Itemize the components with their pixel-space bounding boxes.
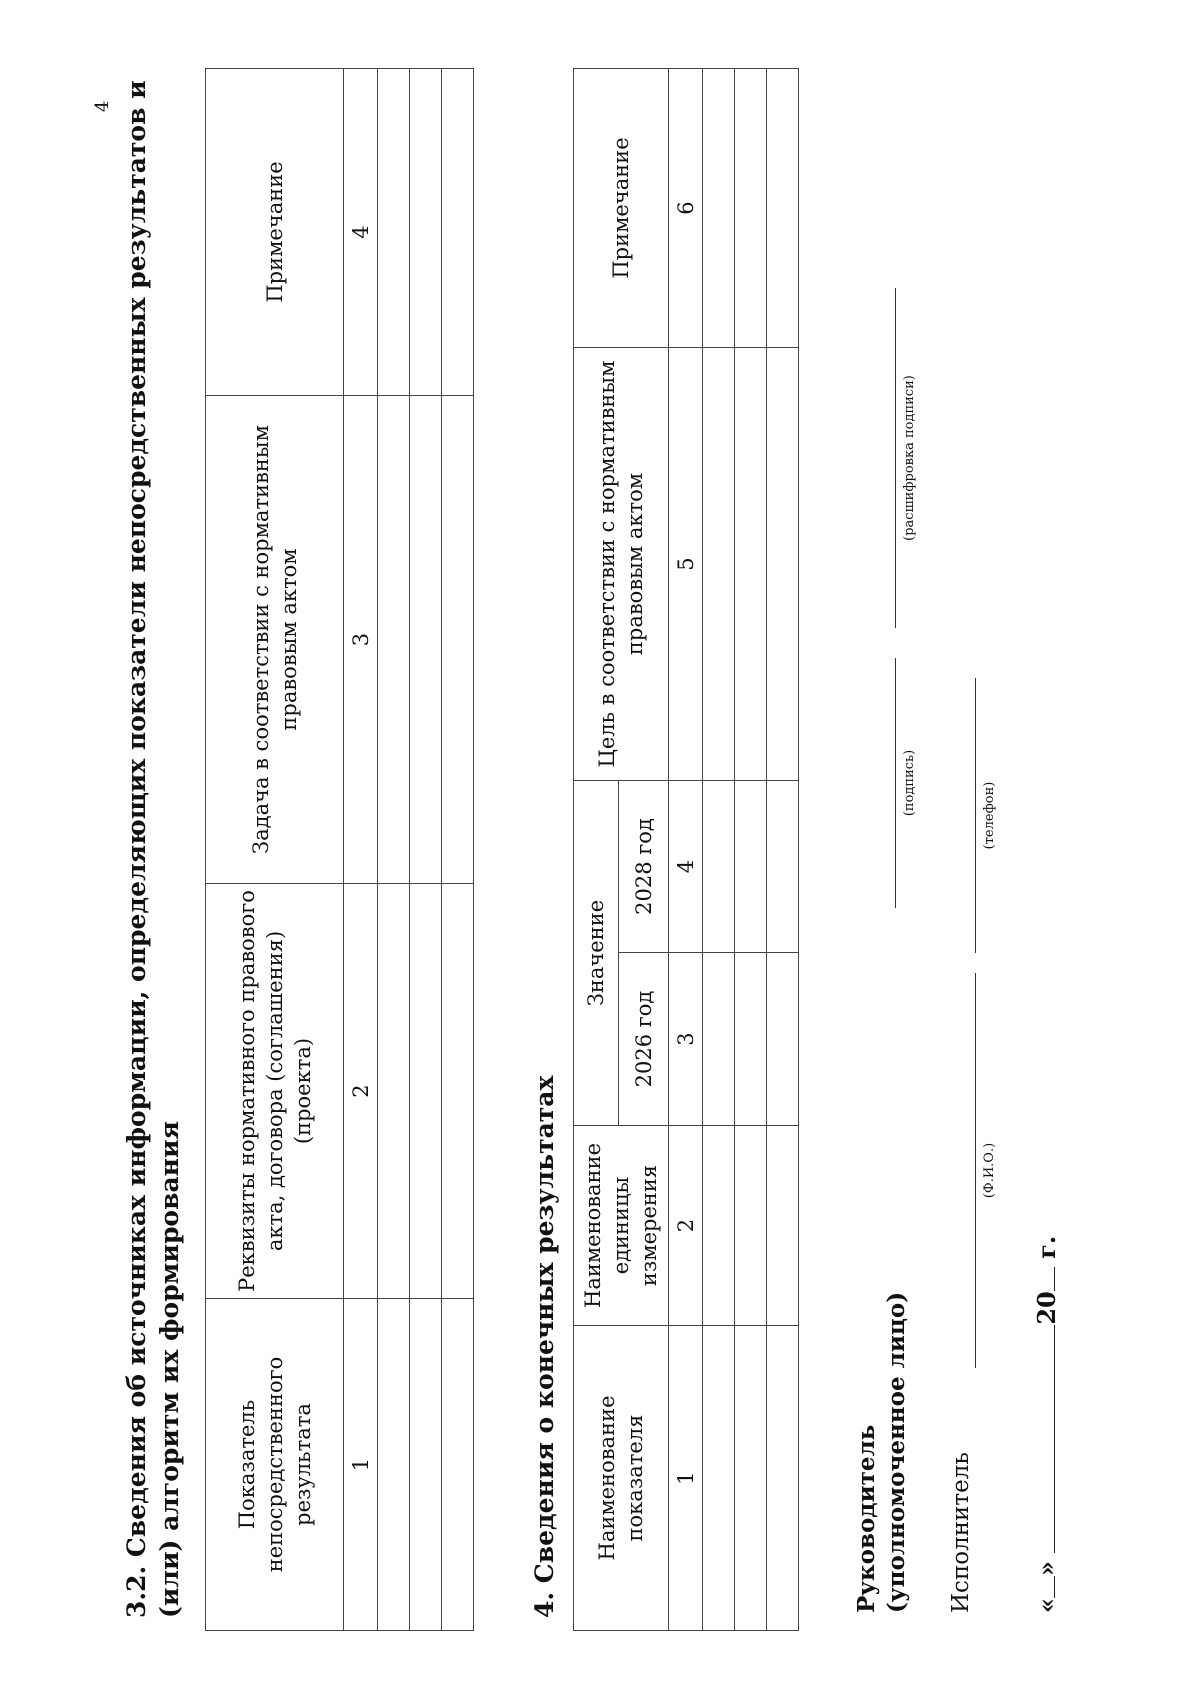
table-row [703, 69, 735, 1631]
phone-line [975, 678, 976, 953]
table-cell [442, 396, 474, 884]
table-cell [378, 69, 410, 396]
table-cell [767, 1126, 799, 1326]
head-label [852, 1292, 912, 1613]
table-cell [767, 348, 799, 781]
col-number: 3 [669, 953, 703, 1126]
table-cell [703, 953, 735, 1126]
col-number: 1 [669, 1326, 703, 1631]
table-cell [767, 953, 799, 1126]
table-cell [378, 396, 410, 884]
table-row [442, 69, 474, 1631]
head-label-line1: Руководитель [853, 1424, 880, 1613]
sources-table [205, 68, 474, 1631]
col-number: 2 [669, 1126, 703, 1326]
table-header-row [206, 69, 344, 1631]
month-blank [1054, 1325, 1055, 1553]
table-row [378, 69, 410, 1631]
page-number: 4 [92, 100, 113, 112]
header-indicator: Показатель непосредственного результата [206, 1299, 344, 1631]
table-cell [703, 1126, 735, 1326]
header-unit-name: Наименование единицы измерения [574, 1126, 669, 1326]
table-cell [767, 1326, 799, 1631]
col-number: 5 [669, 348, 703, 781]
header-indicator-name: Наименование показателя [574, 1326, 669, 1631]
table-cell [767, 781, 799, 953]
signature-caption: (подпись) [902, 749, 917, 817]
table-cell [767, 69, 799, 348]
table-cell [410, 69, 442, 396]
table-cell [703, 1326, 735, 1631]
head-label-line2: (уполномоченное лицо) [883, 1291, 910, 1613]
table-row [410, 69, 442, 1631]
decoding-caption: (расшифровка подписи) [902, 375, 917, 541]
header-note: Примечание [574, 69, 669, 348]
table-cell [735, 69, 767, 348]
table-cell [703, 781, 735, 953]
table-cell [442, 69, 474, 396]
header-year-2026: 2026 год [619, 953, 669, 1126]
table-header-row [574, 69, 619, 1631]
header-requisites: Реквизиты нормативного правового акта, договора (соглашения) (проекта) [206, 884, 344, 1299]
col-number: 1 [344, 1299, 378, 1631]
col-number: 2 [344, 884, 378, 1299]
date-close-quote: » [1032, 1561, 1061, 1576]
section-3-2-title: 3.2. Сведения об источниках информации, определяющих показатели непосредственных результатов и (или) алгоритм их формирования [122, 80, 184, 1618]
table-cell [703, 348, 735, 781]
date-year-prefix: 20 [1032, 1291, 1061, 1325]
header-goal: Цель в соответствии с нормативным правовым актом [574, 348, 669, 781]
table-numbers-row [669, 69, 703, 1631]
col-number: 4 [344, 69, 378, 396]
table-cell [378, 1299, 410, 1631]
section-4-title: 4. Сведения о конечных результатах [530, 1075, 559, 1618]
date-suffix: г. [1032, 1235, 1061, 1259]
header-note: Примечание [206, 69, 344, 396]
table-cell [442, 884, 474, 1299]
table-cell [410, 1299, 442, 1631]
table-cell [735, 1326, 767, 1631]
header-value: Значение [574, 781, 619, 1126]
executor-label: Исполнитель [948, 1452, 974, 1613]
signature-line [895, 658, 896, 908]
table-cell [735, 348, 767, 781]
table-cell [378, 884, 410, 1299]
table-cell [410, 396, 442, 884]
table-cell [735, 1126, 767, 1326]
fio-caption: (Ф.И.О.) [982, 1142, 997, 1199]
header-task: Задача в соответствии с нормативным правовым актом [206, 396, 344, 884]
decoding-line [895, 288, 896, 628]
header-year-2028: 2028 год [619, 781, 669, 953]
table-cell [735, 953, 767, 1126]
table-cell [703, 69, 735, 348]
date-open-quote: « [1032, 1598, 1061, 1613]
table-numbers-row [344, 69, 378, 1631]
date-line [1032, 1236, 1062, 1613]
col-number: 3 [344, 396, 378, 884]
results-table [573, 68, 799, 1631]
table-row [767, 69, 799, 1631]
day-blank [1054, 1576, 1055, 1598]
table-cell [735, 781, 767, 953]
col-number: 6 [669, 69, 703, 348]
col-number: 4 [669, 781, 703, 953]
table-row [735, 69, 767, 1631]
phone-caption: (телефон) [982, 781, 997, 850]
table-cell [442, 1299, 474, 1631]
table-cell [410, 884, 442, 1299]
fio-line [975, 973, 976, 1368]
year-blank [1054, 1267, 1055, 1291]
